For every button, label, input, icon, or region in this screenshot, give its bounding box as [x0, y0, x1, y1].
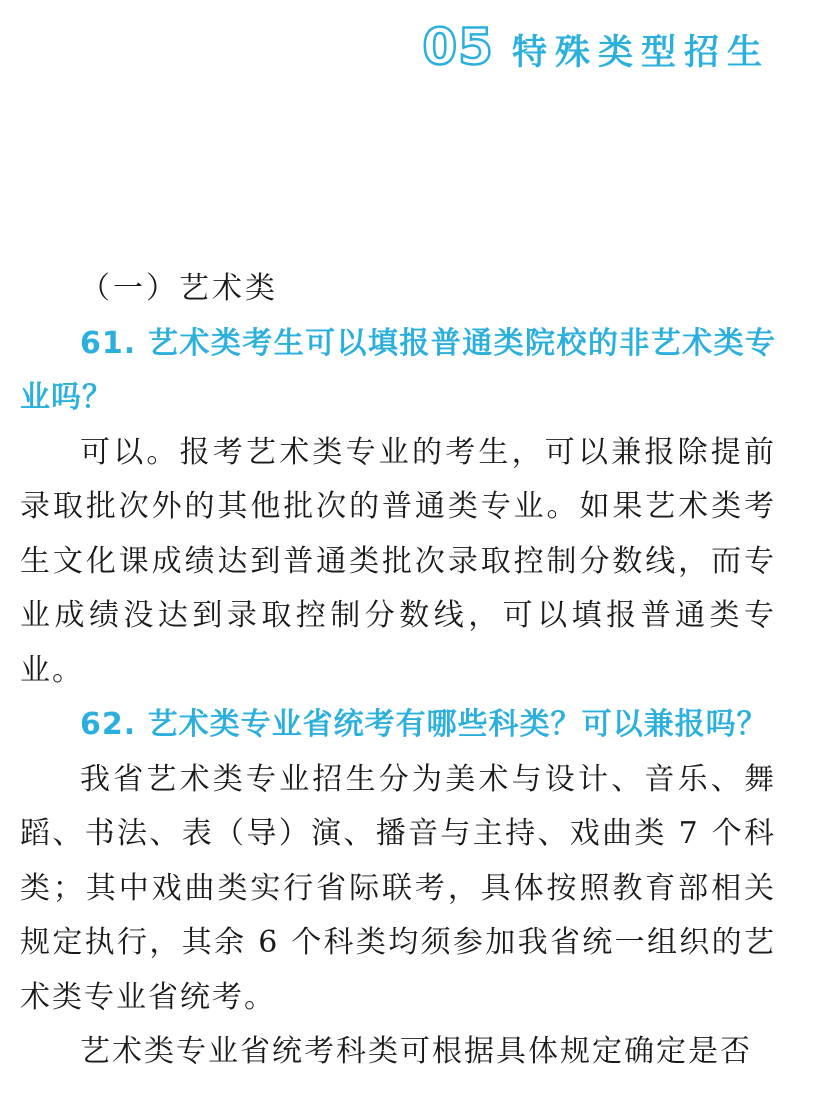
section-heading: （一）艺术类	[80, 271, 278, 306]
answer-62-paragraph-2: 艺术类专业省统考科类可根据具体规定确定是否	[80, 1034, 752, 1069]
page-body	[20, 262, 776, 1080]
chapter-header	[422, 18, 770, 76]
question-62: 62. 艺术类专业省统考有哪些科类？可以兼报吗？	[80, 707, 768, 742]
answer-62-paragraph-1: 我省艺术类专业招生分为美术与设计、音乐、舞蹈、书法、表（导）演、播音与主持、戏曲类 7 个科类；其中戏曲类实行省际联考，具体按照教育部相关规定执行，其余 6 个科类均须参加我省统一组织的艺术类专业省统考。	[20, 761, 776, 1015]
question-61: 61. 艺术类考生可以填报普通类院校的非艺术类专业吗？	[20, 325, 776, 415]
chapter-title: 特殊类型招生	[511, 33, 770, 73]
answer-61-paragraph: 可以。报考艺术类专业的考生，可以兼报除提前录取批次外的其他批次的普通类专业。如果艺术类考生文化课成绩达到普通类批次录取控制分数线，而专业成绩没达到录取控制分数线，可以填报普通类专业。	[20, 434, 776, 688]
chapter-number: 05	[422, 18, 494, 76]
